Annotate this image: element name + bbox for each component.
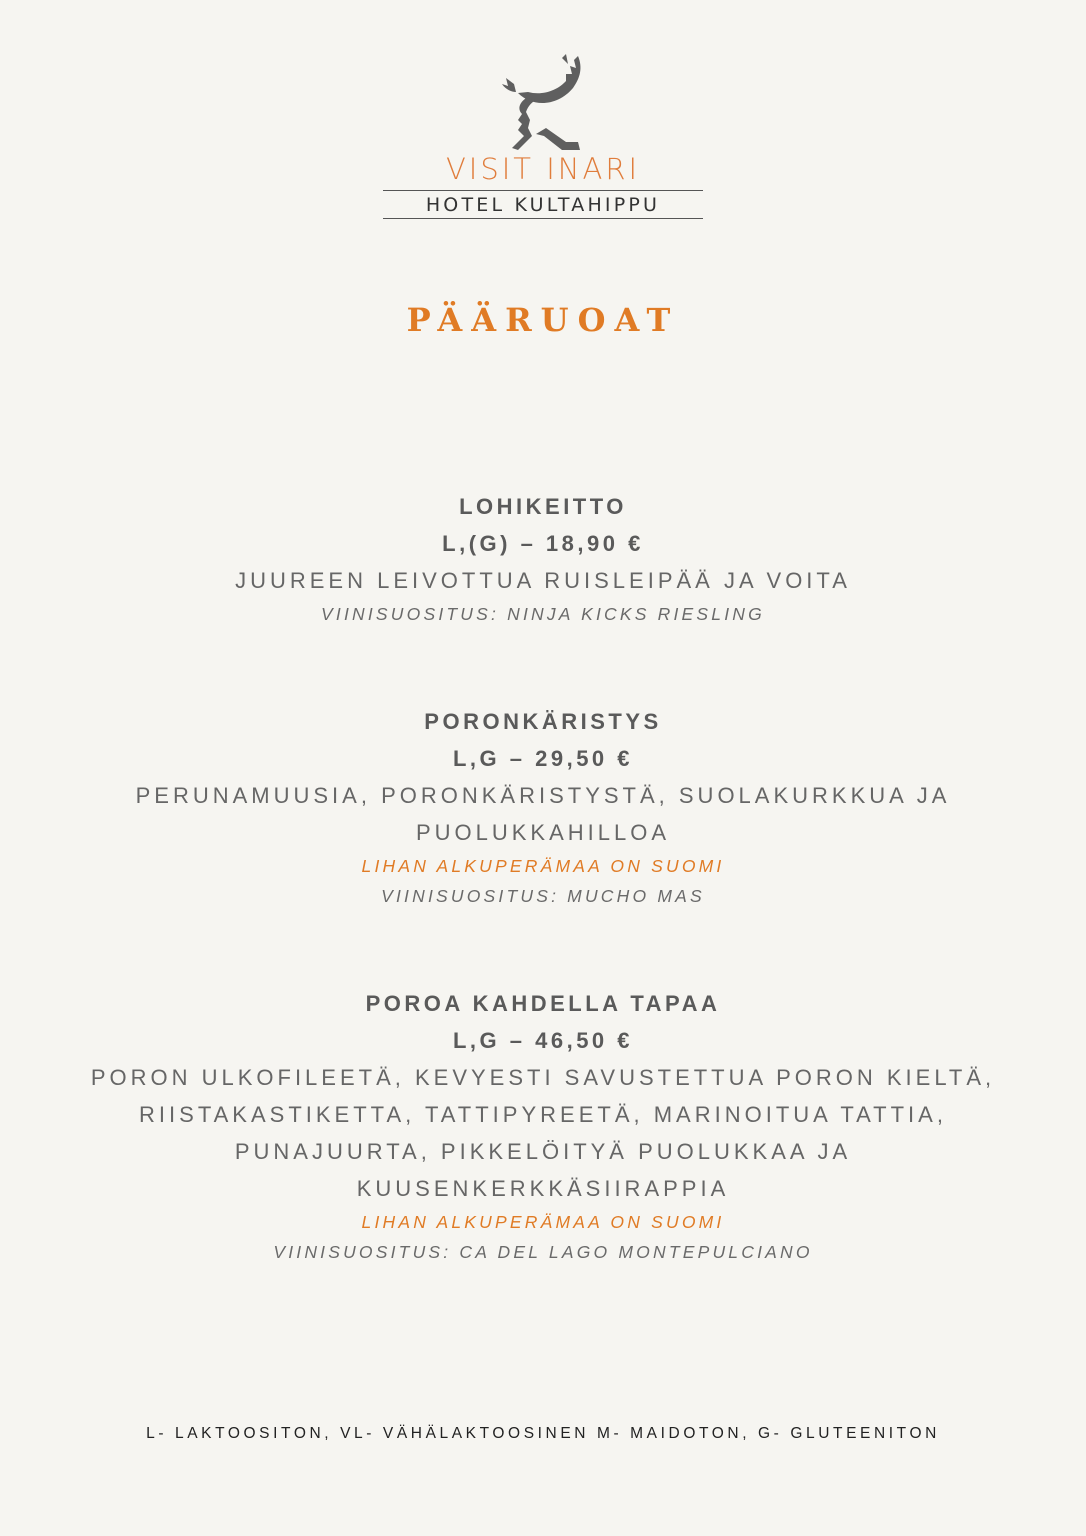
dish-description: JUUREEN LEIVOTTUA RUISLEIPÄÄ JA VOITA <box>235 568 851 593</box>
page-title: PÄÄRUOAT <box>406 301 680 339</box>
dish-description: KUUSENKERKKÄSIIRAPPIA <box>356 1176 730 1201</box>
divider <box>383 190 703 191</box>
meat-origin: LIHAN ALKUPERÄMAA ON SUOMI <box>361 856 725 876</box>
dish-price: L,(G) – 18,90 € <box>442 531 644 556</box>
brand-name: VISIT INARI <box>445 152 641 186</box>
dish-name: PORONKÄRISTYS <box>424 709 662 734</box>
reindeer-logo-icon <box>488 48 598 158</box>
hotel-name: HOTEL KULTAHIPPU <box>425 194 661 216</box>
dish-item <box>0 488 1086 629</box>
dish-description: PUOLUKKAHILLOA <box>415 820 671 845</box>
dish-description: PERUNAMUUSIA, PORONKÄRISTYSTÄ, SUOLAKURKKUA JA <box>135 783 951 808</box>
dish-description: PUNAJUURTA, PIKKELÖITYÄ PUOLUKKAA JA <box>234 1139 852 1164</box>
wine-recommendation: VIINISUOSITUS: CA DEL LAGO MONTEPULCIANO <box>273 1242 813 1262</box>
logo <box>0 48 1086 158</box>
dish-item <box>0 703 1086 911</box>
dish-item <box>0 985 1086 1267</box>
dish-price: L,G – 29,50 € <box>452 746 634 771</box>
meat-origin: LIHAN ALKUPERÄMAA ON SUOMI <box>361 1212 725 1232</box>
dish-description: PORON ULKOFILEETÄ, KEVYESTI SAVUSTETTUA PORON KIELTÄ, <box>90 1065 996 1090</box>
dish-name: POROA KAHDELLA TAPAA <box>365 991 721 1016</box>
dish-name: LOHIKEITTO <box>459 494 627 519</box>
dish-price: L,G – 46,50 € <box>452 1028 634 1053</box>
wine-recommendation: VIINISUOSITUS: MUCHO MAS <box>381 886 705 906</box>
wine-recommendation: VIINISUOSITUS: NINJA KICKS RIESLING <box>321 604 765 624</box>
dish-description: RIISTAKASTIKETTA, TATTIPYREETÄ, MARINOITUA TATTIA, <box>139 1102 947 1127</box>
allergen-legend: L- LAKTOOSITON, VL- VÄHÄLAKTOOSINEN M- MAIDOTON, G- GLUTEENITON <box>146 1425 940 1442</box>
divider <box>383 218 703 219</box>
